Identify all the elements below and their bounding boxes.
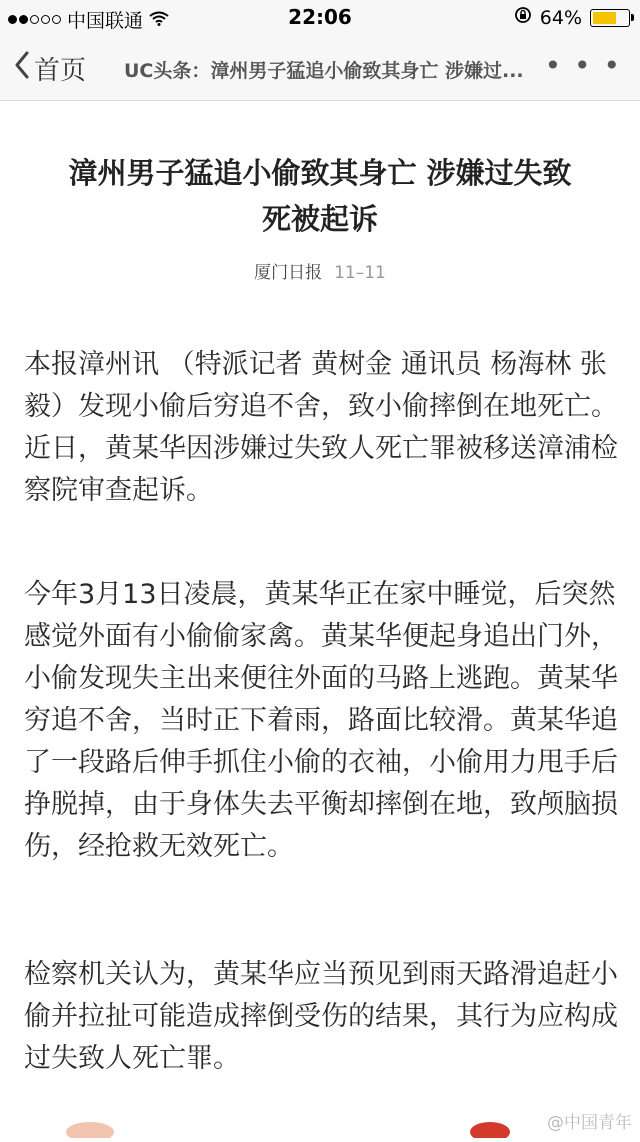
article-source[interactable]: 厦门日报	[254, 263, 323, 283]
footer-illustration	[0, 1118, 640, 1138]
back-label: 首页	[34, 56, 87, 86]
chevron-left-icon	[14, 51, 30, 86]
watermark: @中国青年	[547, 1113, 632, 1133]
carrier-name: 中国联通	[67, 10, 144, 32]
more-icon[interactable]: • • •	[544, 49, 622, 82]
status-right	[514, 6, 630, 29]
status-bar	[0, 0, 640, 34]
battery-percent: 64%	[539, 6, 582, 29]
rotation-lock-icon	[514, 6, 532, 29]
article-headline: 漳州男子猛追小偷致其身亡 涉嫌过失致死被起诉	[68, 156, 572, 236]
clock: 22:06	[288, 5, 352, 29]
article-meta	[0, 258, 640, 283]
article-paragraph: 今年3月13日凌晨，黄某华正在家中睡觉，后突然感觉外面有小偷偷家禽。黄某华便起身追出门外，小偷发现失主出来便往外面的马路上逃跑。黄某华穷追不舍，当时正下着雨，路面比较滑。黄某华追了一段路后伸手抓住小偷的衣袖，小偷用力甩手后挣脱掉，由于身体失去平衡却摔倒在地，致颅脑损伤，经抢救无效死亡。	[24, 579, 618, 862]
article-paragraph: 检察机关认为，黄某华应当预见到雨天路滑追赶小偷并拉扯可能造成摔倒受伤的结果，其行为应构成过失致人死亡罪。	[24, 959, 618, 1074]
battery-icon	[590, 9, 630, 27]
nav-bar	[0, 34, 640, 101]
nav-title: UC头条：漳州男子猛追小偷致其身亡 涉嫌过...	[124, 60, 524, 82]
back-button[interactable]	[14, 50, 86, 87]
article-paragraph: 本报漳州讯 （特派记者 黄树金 通讯员 杨海林 张毅）发现小偷后穷追不舍，致小偷摔倒在地死亡。近日，黄某华因涉嫌过失致人死亡罪被移送漳浦检察院审查起诉。	[24, 349, 618, 506]
article-date: 11–11	[334, 263, 386, 283]
